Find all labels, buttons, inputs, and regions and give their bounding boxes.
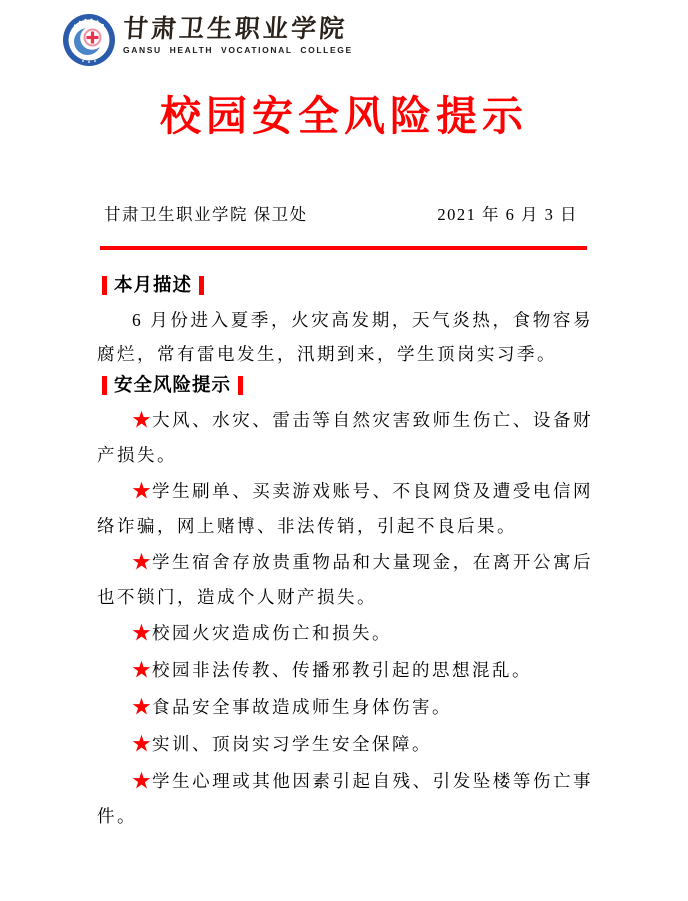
star-bullet-icon: ★ <box>132 623 152 644</box>
risk-item-list <box>97 403 593 833</box>
star-bullet-icon: ★ <box>132 734 152 755</box>
risk-item-text: 校园火灾造成伤亡和损失。 <box>152 623 393 643</box>
star-bullet-icon: ★ <box>132 481 152 502</box>
risk-item-text: 校园非法传教、传播邪教引起的思想混乱。 <box>152 660 533 680</box>
college-name-cn: 甘肃卫生职业学院 <box>122 16 348 43</box>
star-bullet-icon: ★ <box>132 410 152 431</box>
risk-item-text: 食品安全事故造成师生身体伤害。 <box>152 697 453 717</box>
college-logo <box>62 13 353 67</box>
risk-item <box>97 474 593 543</box>
risk-item-text: 学生宿舍存放贵重物品和大量现金，在离开公寓后也不锁门，造成个人财产损失。 <box>97 552 593 607</box>
star-bullet-icon: ★ <box>132 697 152 718</box>
risk-item <box>97 616 593 651</box>
college-name-block <box>123 13 353 55</box>
heading-right-bar <box>199 276 204 295</box>
document-body <box>97 271 593 835</box>
heading-left-bar <box>102 276 107 295</box>
section-heading-monthly-label: 本月描述 <box>114 274 193 295</box>
risk-item-text: 大风、水灾、雷击等自然灾害致师生伤亡、设备财产损失。 <box>97 410 593 465</box>
risk-item <box>97 403 593 472</box>
star-bullet-icon: ★ <box>132 660 152 681</box>
risk-item-text: 学生心理或其他因素引起自残、引发坠楼等伤亡事件。 <box>97 771 593 826</box>
risk-item-text: 实训、顶岗实习学生安全保障。 <box>152 734 433 754</box>
risk-item <box>97 653 593 688</box>
heading-left-bar <box>102 376 107 395</box>
meta-row <box>104 201 578 225</box>
section-heading-risk <box>102 374 593 396</box>
issuer-department: 甘肃卫生职业学院 保卫处 <box>104 205 308 224</box>
section-heading-risk-label: 安全风险提示 <box>114 374 232 395</box>
risk-item <box>97 764 593 833</box>
red-divider-line <box>100 246 587 250</box>
risk-item <box>97 727 593 762</box>
college-emblem-icon <box>62 13 116 67</box>
heading-right-bar <box>238 376 243 395</box>
document-title: 校园安全风险提示 <box>160 93 528 139</box>
risk-item-text: 学生刷单、买卖游戏账号、不良网贷及遭受电信网络诈骗，网上赌博、非法传销，引起不良后果。 <box>97 481 593 536</box>
monthly-description-paragraph: 6 月份进入夏季，火灾高发期，天气炎热，食物容易腐烂，常有雷电发生，汛期到来，学生顶岗实习季。 <box>97 310 593 364</box>
section-heading-monthly <box>102 274 593 296</box>
risk-item <box>97 545 593 614</box>
star-bullet-icon: ★ <box>132 771 152 792</box>
risk-item <box>97 690 593 725</box>
issue-date: 2021 年 6 月 3 日 <box>437 205 578 224</box>
star-bullet-icon: ★ <box>132 552 152 573</box>
college-name-en: GANSU HEALTH VOCATIONAL COLLEGE <box>123 45 353 55</box>
